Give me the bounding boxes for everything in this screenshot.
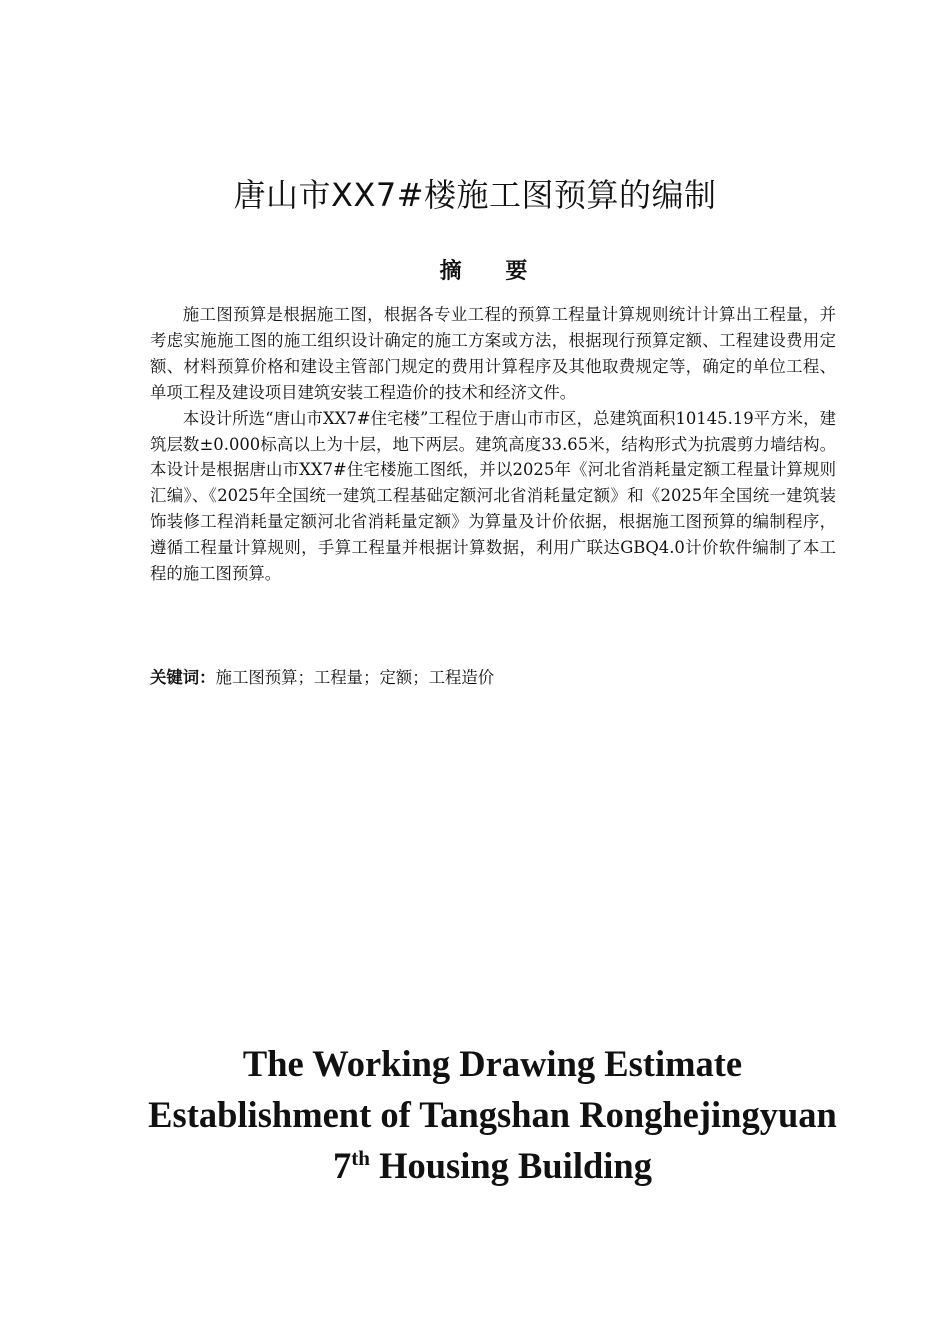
keywords-label: 关键词： <box>150 668 216 687</box>
abstract-paragraph-2: 本设计所选“唐山市XX7#住宅楼”工程位于唐山市市区，总建筑面积10145.19平方米，建筑层数±0.000标高以上为十层，地下两层。建筑高度33.65米，结构形式为抗震剪力墙结构。本设计是根据唐山市XX7#住宅楼施工图纸，并以2025年《河北省消耗量定额工程量计算规则汇编》、《2025年全国统一建筑工程基础定额河北省消耗量定额》和《2025年全国统一建筑装饰装修工程消耗量定额河北省消耗量定额》为算量及计价依据，根据施工图预算的编制程序，遵循工程量计算规则，手算工程量并根据计算数据，利用广联达GBQ4.0计价软件编制了本工程的施工图预算。 <box>150 408 836 584</box>
english-title-ordinal-suffix: th <box>351 1145 370 1170</box>
english-title-line-1: The Working Drawing Estimate <box>242 1043 743 1084</box>
chinese-title: 唐山市XX7#楼施工图预算的编制 <box>233 176 717 215</box>
abstract-heading: 摘 要 <box>439 259 546 284</box>
abstract-body <box>150 302 836 587</box>
english-title <box>0 1038 950 1191</box>
english-title-line-3 <box>0 1140 950 1191</box>
english-title-line-2: Establishment of Tangshan Ronghejingyuan <box>148 1094 837 1135</box>
english-title-line-3-rest: Housing Building <box>369 1145 652 1186</box>
keywords <box>150 665 836 691</box>
keywords-text: 施工图预算；工程量；定额；工程造价 <box>215 668 495 687</box>
english-title-number: 7 <box>333 1145 352 1186</box>
abstract-paragraph-1: 施工图预算是根据施工图，根据各专业工程的预算工程量计算规则统计计算出工程量，并考虑实施施工图的施工组织设计确定的施工方案或方法，根据现行预算定额、工程建设费用定额、材料预算价格和建设主管部门规定的费用计算程序及其他取费规定等，确定的单位工程、单项工程及建设项目建筑安装工程造价的技术和经济文件。 <box>150 305 836 402</box>
